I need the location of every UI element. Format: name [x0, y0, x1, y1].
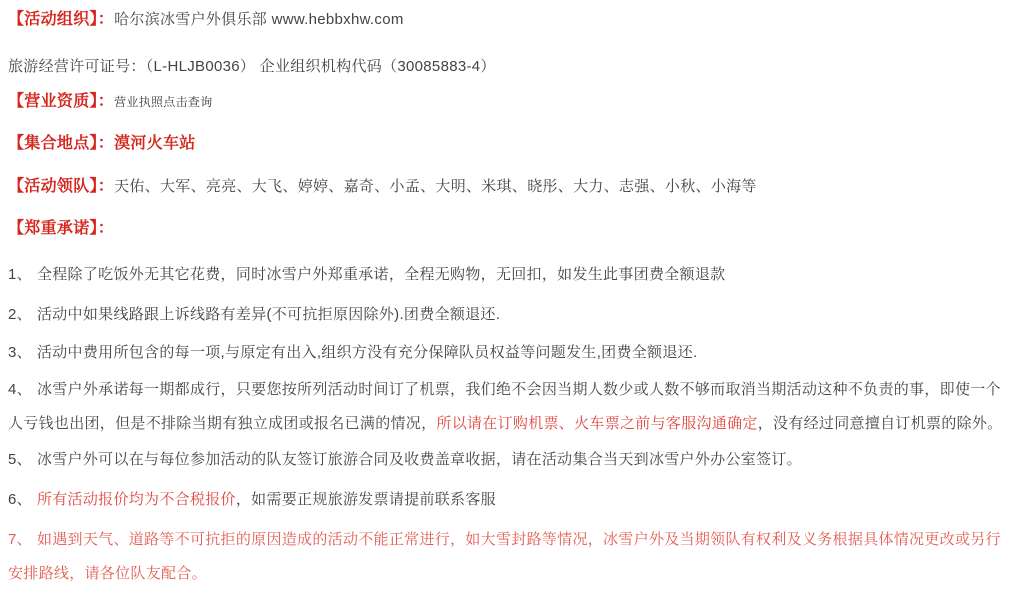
leaders-label: 【活动领队】：: [8, 178, 115, 195]
item-number: 3、: [8, 344, 32, 361]
item-number: 6、: [8, 491, 32, 508]
leaders-line: [8, 170, 1014, 204]
item-text: ，如需要正规旅游发票请提前联系客服: [235, 491, 496, 508]
license-line: [8, 50, 1014, 84]
promise-item-6: [8, 483, 1014, 517]
promise-item-3: [8, 336, 1014, 370]
promise-heading: [8, 212, 1014, 246]
item-text: 冰雪户外承诺每一期都成行，只要您按所列活动时间订了机票，我们绝不会因当期人数少或人数不够而取消当期活动这种不负责的事，即使一个人亏钱也出团，但是不排除当期有独立成团或报名已满的情况，: [8, 381, 1001, 432]
promise-item-7: [8, 523, 1014, 591]
item-number: 5、: [8, 451, 32, 468]
item-text: 全程除了吃饭外无其它花费，同时冰雪户外郑重承诺，全程无购物，无回扣，如发生此事团费全额退款: [36, 266, 726, 283]
business-license-link[interactable]: 营业执照点击查询: [114, 95, 213, 109]
license-text: 旅游经营许可证号：（L-HLJB0036） 企业组织机构代码（30085883-4）: [8, 58, 496, 75]
business-label: 【营业资质】：: [8, 93, 115, 110]
meeting-point-line: [8, 127, 1014, 161]
item-text: 活动中如果线路跟上诉线路有差异(不可抗拒原因除外).团费全额退还.: [36, 306, 501, 323]
promise-item-4: [8, 373, 1014, 441]
item-number: 2、: [8, 306, 32, 323]
promise-item-5: [8, 443, 1014, 477]
item-text-highlight: 所有活动报价均为不合税报价: [36, 491, 236, 508]
promise-item-2: [8, 298, 1014, 332]
promise-item-1: [8, 258, 1014, 292]
promise-heading-label: 【郑重承诺】：: [8, 220, 115, 237]
item-text-highlight: 所以请在订购机票、火车票之前与客服沟通确定: [436, 415, 758, 432]
organizer-value: 哈尔滨冰雪户外俱乐部 www.hebbxhw.com: [114, 11, 404, 28]
leaders-value: 天佑、大军、亮亮、大飞、婷婷、嘉奇、小孟、大明、米琪、晓彤、大力、志强、小秋、小海等: [114, 178, 757, 195]
item-number: 7、: [8, 531, 32, 548]
item-text: ，没有经过同意擅自订机票的除外。: [757, 415, 1003, 432]
business-qualification-line: [8, 85, 1014, 119]
item-number: 1、: [8, 266, 32, 283]
item-text: 活动中费用所包含的每一项,与原定有出入,组织方没有充分保障队员权益等问题发生,团费全额退还.: [36, 344, 698, 361]
organizer-label: 【活动组织】：: [8, 11, 115, 28]
item-number: 4、: [8, 381, 32, 398]
meeting-value: 漠河火车站: [114, 135, 196, 152]
item-text-highlight: 如遇到天气、道路等不可抗拒的原因造成的活动不能正常进行，如大雪封路等情况，冰雪户外及当期领队有权利及义务根据具体情况更改或另行安排路线，请各位队友配合。: [8, 531, 1001, 582]
organizer-line: [8, 3, 1014, 37]
meeting-label: 【集合地点】：: [8, 135, 115, 152]
item-text: 冰雪户外可以在与每位参加活动的队友签订旅游合同及收费盖章收据，请在活动集合当天到冰雪户外办公室签订。: [36, 451, 802, 468]
